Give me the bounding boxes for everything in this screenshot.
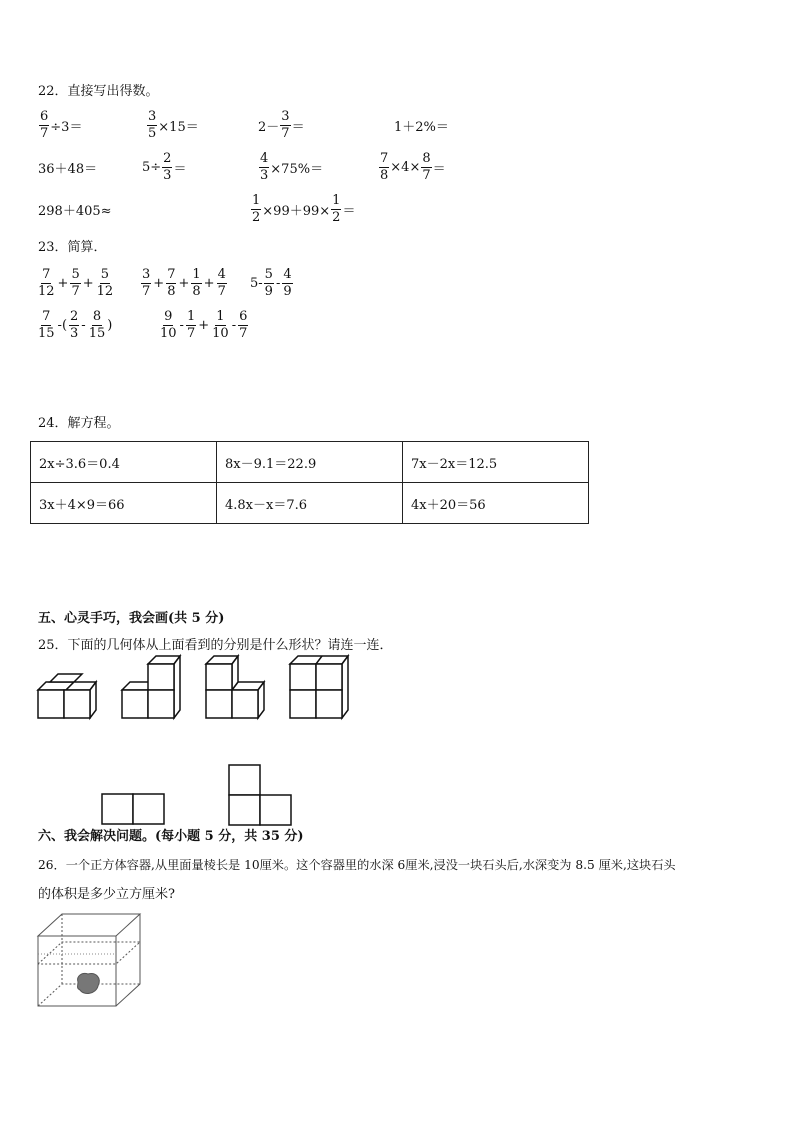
equation-cell: 7x－2x＝12.5 bbox=[403, 442, 589, 483]
equation-cell: 4.8x－x＝7.6 bbox=[217, 483, 403, 524]
table-row bbox=[31, 483, 589, 524]
top-view-two-squares bbox=[102, 794, 166, 826]
cube-figure-1 bbox=[38, 678, 102, 722]
q23-title: 23．简算． bbox=[38, 240, 107, 255]
cube-figure-2 bbox=[122, 664, 186, 724]
q22-r3-a: 298＋405≈ bbox=[38, 204, 112, 219]
section-6-title: 六、我会解决问题。(每小题 5 分，共 35 分) bbox=[38, 829, 304, 844]
cube-figure-4 bbox=[290, 664, 354, 724]
q22-r2-c: $\frac{4}{3}$ ×75%＝ bbox=[260, 151, 324, 183]
q22-r1-d: 1＋2%＝ bbox=[394, 120, 449, 135]
q22-r1-a: $\frac{6}{7}$ ÷3＝ bbox=[40, 109, 83, 141]
q22-title: 22．直接写出得数。 bbox=[38, 84, 159, 99]
q22-r1-c: 2－ $\frac{3}{7}$ ＝ bbox=[258, 109, 305, 141]
equation-table bbox=[30, 441, 589, 524]
q23-expr-2: $\frac{3}{7}$ + $\frac{7}{8}$ + $\frac{1}{8}$ + $\frac{4}{7}$ bbox=[142, 267, 226, 299]
q22-r1-b: $\frac{3}{5}$ ×15＝ bbox=[148, 109, 199, 141]
q22-r3-b: $\frac{1}{2}$ ×99＋99× $\frac{1}{2}$ ＝ bbox=[252, 193, 356, 225]
section-5-title: 五、心灵手巧，我会画(共 5 分) bbox=[38, 611, 225, 626]
q26-line-1: 26．一个正方体容器,从里面量棱长是 10厘米。这个容器里的水深 6厘米,浸没一块石头后,水深变为 8.5 厘米,这块石头 bbox=[38, 858, 676, 872]
top-view-l-shape bbox=[229, 765, 293, 827]
equation-cell: 8x－9.1＝22.9 bbox=[217, 442, 403, 483]
q22-r2-d: $\frac{7}{8}$ ×4× $\frac{8}{7}$ ＝ bbox=[380, 151, 446, 183]
q23-expr-3: 5- $\frac{5}{9}$ - $\frac{4}{9}$ bbox=[250, 267, 292, 299]
equation-cell: 2x÷3.6＝0.4 bbox=[31, 442, 217, 483]
q22-r2-a: 36＋48＝ bbox=[38, 162, 98, 177]
table-row bbox=[31, 442, 589, 483]
equation-cell: 3x＋4×9＝66 bbox=[31, 483, 217, 524]
container-with-stone-illustration bbox=[36, 912, 146, 1010]
equation-cell: 4x＋20＝56 bbox=[403, 483, 589, 524]
q23-expr-1: $\frac{7}{12}$ + $\frac{5}{7}$ + $\frac{5}{12}$ bbox=[38, 267, 114, 299]
stone-icon bbox=[78, 973, 100, 993]
q22-r2-b: 5÷ $\frac{2}{3}$ ＝ bbox=[142, 151, 187, 183]
q24-title: 24．解方程。 bbox=[38, 416, 120, 431]
q25-text: 25．下面的几何体从上面看到的分别是什么形状？请连一连． bbox=[38, 638, 393, 653]
cube-figure-3 bbox=[206, 664, 270, 724]
q23-expr-5: $\frac{9}{10}$ - $\frac{1}{7}$ + $\frac{1}{10}$ - $\frac{6}{7}$ bbox=[160, 309, 248, 341]
q26-line-2: 的体积是多少立方厘米? bbox=[38, 887, 175, 902]
q23-expr-4: $\frac{7}{15}$ -( $\frac{2}{3}$ - $\frac{8}{15}$ ) bbox=[38, 309, 113, 341]
